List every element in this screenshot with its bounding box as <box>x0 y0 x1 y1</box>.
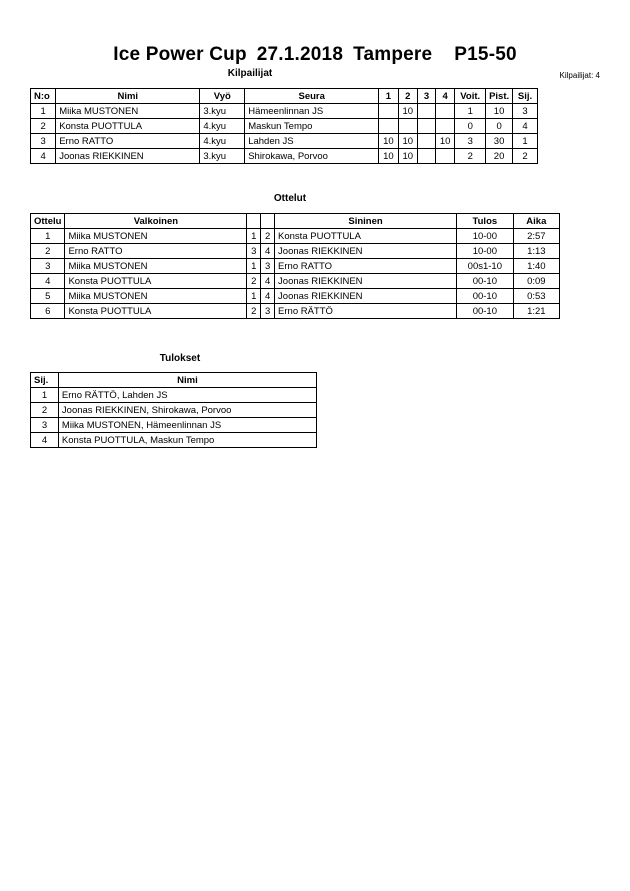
col-header-belt: Vyö <box>200 89 245 104</box>
table-row <box>31 244 560 259</box>
competitor-m3 <box>417 149 435 164</box>
competitors-table <box>30 88 538 164</box>
col-header-no: N:o <box>31 89 56 104</box>
result-name: Konsta PUOTTULA, Maskun Tempo <box>58 433 316 448</box>
table-row <box>31 304 560 319</box>
table-row <box>31 274 560 289</box>
competitor-wins: 3 <box>455 134 486 149</box>
match-blue: Joonas RIEKKINEN <box>275 244 457 259</box>
col-header-wins: Voit. <box>455 89 486 104</box>
table-row <box>31 403 317 418</box>
match-blue: Joonas RIEKKINEN <box>275 289 457 304</box>
competitor-m4 <box>435 119 454 134</box>
match-white-score: 1 <box>247 289 261 304</box>
table-row <box>31 104 538 119</box>
col-header-time: Aika <box>513 214 559 229</box>
match-result: 00-10 <box>457 289 514 304</box>
competitor-rank: 4 <box>513 119 538 134</box>
col-header-blue: Sininen <box>275 214 457 229</box>
competitor-m1: 10 <box>379 149 398 164</box>
col-header-result: Tulos <box>457 214 514 229</box>
competitor-name: Erno RATTO <box>56 134 200 149</box>
match-white-score: 1 <box>247 229 261 244</box>
col-header-result-name: Nimi <box>58 373 316 388</box>
competitor-club: Hämeenlinnan JS <box>245 104 379 119</box>
match-result: 10-00 <box>457 229 514 244</box>
col-header-m2: 2 <box>398 89 417 104</box>
competitor-points: 10 <box>486 104 513 119</box>
competitor-m1 <box>379 104 398 119</box>
competitor-belt: 3.kyu <box>200 104 245 119</box>
competitor-belt: 3.kyu <box>200 149 245 164</box>
table-row <box>31 433 317 448</box>
match-white: Konsta PUOTTULA <box>65 304 247 319</box>
match-white-score: 1 <box>247 259 261 274</box>
match-white-score: 2 <box>247 274 261 289</box>
match-result: 00-10 <box>457 274 514 289</box>
competitor-name: Miika MUSTONEN <box>56 104 200 119</box>
col-header-rank: Sij. <box>513 89 538 104</box>
match-white: Miika MUSTONEN <box>65 229 247 244</box>
match-blue-score: 4 <box>261 289 275 304</box>
competitor-belt: 4.kyu <box>200 134 245 149</box>
competitor-m4 <box>435 104 454 119</box>
competitor-m2: 10 <box>398 104 417 119</box>
result-rank: 2 <box>31 403 59 418</box>
match-blue-score: 4 <box>261 274 275 289</box>
competitor-count: Kilpailijat: 4 <box>559 71 600 80</box>
match-no: 5 <box>31 289 65 304</box>
match-blue: Erno RÄTTÖ <box>275 304 457 319</box>
competitor-points: 30 <box>486 134 513 149</box>
match-time: 1:40 <box>513 259 559 274</box>
match-result: 00-10 <box>457 304 514 319</box>
competitor-m2: 10 <box>398 149 417 164</box>
col-header-m3: 3 <box>417 89 435 104</box>
competitor-name: Joonas RIEKKINEN <box>56 149 200 164</box>
match-white-score: 2 <box>247 304 261 319</box>
competitor-points: 0 <box>486 119 513 134</box>
table-row <box>31 119 538 134</box>
match-blue-score: 3 <box>261 304 275 319</box>
match-blue-score: 2 <box>261 229 275 244</box>
section-heading-results: Tulokset <box>159 353 201 364</box>
table-header-row <box>31 89 538 104</box>
match-white: Erno RATTO <box>65 244 247 259</box>
table-header-row <box>31 214 560 229</box>
section-heading-competitors: Kilpailijat <box>227 68 273 79</box>
match-white: Miika MUSTONEN <box>65 289 247 304</box>
match-no: 3 <box>31 259 65 274</box>
col-header-white-score <box>247 214 261 229</box>
title-event: Ice Power Cup <box>113 44 247 65</box>
competitor-m2 <box>398 119 417 134</box>
competitor-wins: 1 <box>455 104 486 119</box>
match-result: 00s1-10 <box>457 259 514 274</box>
section-heading-matches: Ottelut <box>273 193 307 204</box>
col-header-match-no: Ottelu <box>31 214 65 229</box>
match-time: 1:13 <box>513 244 559 259</box>
competitor-wins: 0 <box>455 119 486 134</box>
title-category: P15-50 <box>454 44 517 65</box>
competitor-no: 3 <box>31 134 56 149</box>
result-name: Joonas RIEKKINEN, Shirokawa, Porvoo <box>58 403 316 418</box>
competitor-no: 1 <box>31 104 56 119</box>
competitor-rank: 2 <box>513 149 538 164</box>
match-no: 1 <box>31 229 65 244</box>
table-row <box>31 388 317 403</box>
table-row <box>31 289 560 304</box>
table-row <box>31 259 560 274</box>
col-header-blue-score <box>261 214 275 229</box>
result-rank: 1 <box>31 388 59 403</box>
competitor-m1 <box>379 119 398 134</box>
competitor-club: Lahden JS <box>245 134 379 149</box>
result-rank: 4 <box>31 433 59 448</box>
col-header-club: Seura <box>245 89 379 104</box>
competitor-rank: 3 <box>513 104 538 119</box>
match-time: 1:21 <box>513 304 559 319</box>
result-name: Erno RÄTTÖ, Lahden JS <box>58 388 316 403</box>
results-table <box>30 372 317 448</box>
title-city: Tampere <box>353 44 433 65</box>
col-header-name: Nimi <box>56 89 200 104</box>
competitor-no: 4 <box>31 149 56 164</box>
match-blue-score: 4 <box>261 244 275 259</box>
competitor-rank: 1 <box>513 134 538 149</box>
match-no: 2 <box>31 244 65 259</box>
competitor-club: Maskun Tempo <box>245 119 379 134</box>
match-white-score: 3 <box>247 244 261 259</box>
match-time: 0:53 <box>513 289 559 304</box>
match-blue: Erno RATTO <box>275 259 457 274</box>
competitor-club: Shirokawa, Porvoo <box>245 149 379 164</box>
table-row <box>31 418 317 433</box>
competitor-no: 2 <box>31 119 56 134</box>
competitor-m3 <box>417 119 435 134</box>
result-rank: 3 <box>31 418 59 433</box>
match-time: 0:09 <box>513 274 559 289</box>
table-header-row <box>31 373 317 388</box>
table-row <box>31 134 538 149</box>
competitor-m1: 10 <box>379 134 398 149</box>
title-date: 27.1.2018 <box>256 44 344 65</box>
match-blue: Joonas RIEKKINEN <box>275 274 457 289</box>
competitor-m2: 10 <box>398 134 417 149</box>
col-header-points: Pist. <box>486 89 513 104</box>
match-white: Miika MUSTONEN <box>65 259 247 274</box>
competitor-wins: 2 <box>455 149 486 164</box>
col-header-white: Valkoinen <box>65 214 247 229</box>
competitor-m3 <box>417 104 435 119</box>
match-no: 4 <box>31 274 65 289</box>
col-header-result-rank: Sij. <box>31 373 59 388</box>
competitor-name: Konsta PUOTTULA <box>56 119 200 134</box>
match-blue-score: 3 <box>261 259 275 274</box>
match-no: 6 <box>31 304 65 319</box>
match-blue: Konsta PUOTTULA <box>275 229 457 244</box>
competitor-m3 <box>417 134 435 149</box>
competitor-belt: 4.kyu <box>200 119 245 134</box>
match-result: 10-00 <box>457 244 514 259</box>
col-header-m1: 1 <box>379 89 398 104</box>
competitor-points: 20 <box>486 149 513 164</box>
match-white: Konsta PUOTTULA <box>65 274 247 289</box>
competitor-m4: 10 <box>435 134 454 149</box>
match-time: 2:57 <box>513 229 559 244</box>
table-row <box>31 149 538 164</box>
table-row <box>31 229 560 244</box>
result-name: Miika MUSTONEN, Hämeenlinnan JS <box>58 418 316 433</box>
col-header-m4: 4 <box>435 89 454 104</box>
competitor-m4 <box>435 149 454 164</box>
matches-table <box>30 213 560 319</box>
page-title <box>0 44 630 66</box>
